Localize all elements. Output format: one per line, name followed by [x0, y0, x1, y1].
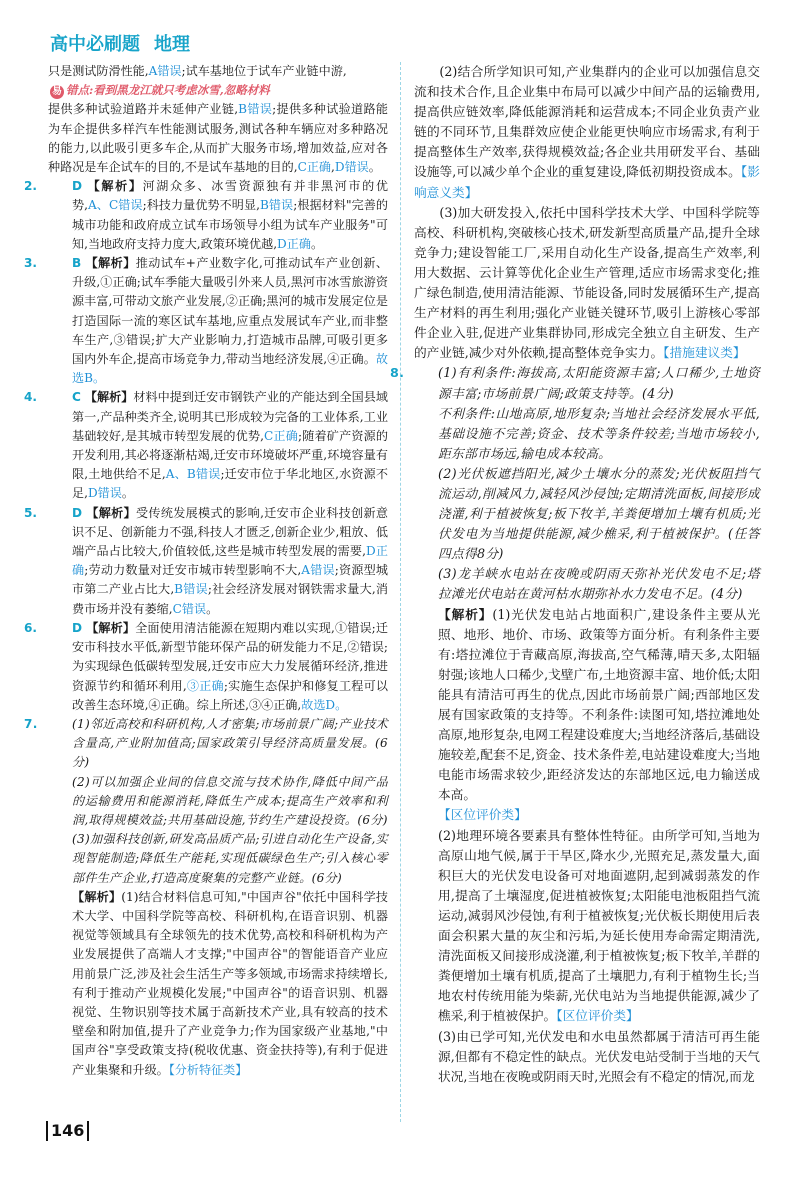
- answer-letter: D: [72, 620, 83, 635]
- page-number: 146: [46, 1121, 89, 1141]
- category-tag-line: [414, 805, 760, 825]
- answer-letter: D: [72, 505, 83, 520]
- question-7-answer-2: (2)可以加强企业间的信息交流与技术协作,降低中间产品的运输费用和能源消耗,降低生产成本;提高生产效率和利润,取得规模效益;共用基础设施,节约生产建设投资。(6分): [72, 774, 388, 827]
- answer-letter: C: [72, 390, 81, 405]
- question-8-explanation-1: 【解析】(1)光伏发电站占地面积广,建设条件主要从光照、地形、地价、市场、政策等方面分析。有利条件主要有:塔拉滩位于青藏高原,海拔高,空气稀薄,晴天多,太阳辐射强;该地人口稀少,戈壁广布,土地资源丰富、地价低;太阳能具有清洁可再生的优点,因此市场前景广阔;西部地区发展有国家政策的支持等。不利条件:读图可知,塔拉滩地处高原,地形复杂,电网工程建设难度大;当地经济落后,基础设施较差,配套不足,资金、技术条件差,电站建设难度大;当地电能市场需求较少,距经济发达的东部地区远,电力输送成本高。: [438, 606, 761, 803]
- answer-verdict: A错误: [148, 64, 182, 78]
- question-8-explanation-2: (2)地理环境各要素具有整体性特征。由所学可知,当地为高原山地气候,属于干旱区,降水少,光照充足,蒸发量大,面积巨大的光伏发电设备可对地面遮阴,起到减弱蒸发的作用,提高了土壤湿度,促进植被恢复;太阳能电池板阻挡气流运动,减弱风沙侵蚀,有利于植被恢复;光伏板长期使用后表面会积累大量的灰尘和污垢,为延长使用寿命需定期清洗,清洗面板又间接形成浇灌,利于植被恢复;板下牧羊,羊群的粪便增加土壤有机质,提高了土壤肥力,有利于植物生长;当地农村传统用能为柴薪,光伏电站为当地提供能源,减少了樵采,利于植被保护。【区位评价类】: [438, 827, 760, 1024]
- q7-explanation-part-3: (3)加大研发投入,依托中国科学技术大学、中国科学院等高校、科研机构,突破核心技术,研发新型高质量产品,提升全球竞争力;建设智能工厂,采用自动化生产设备,提高生产效率,利用大数据、云计算等优化企业生产管理,适应市场需求变化;推广绿色制造,使用清洁能源、节能设备,同时发展循环生产,提高生产材料的再生利用;强化产业链关键环节,吸引上游核心零部件企业入驻,促进产业集群协同,形成完全独立自主研发、生产的产业链,减少对外依赖,提高整体竞争实力。【措施建议类】: [414, 204, 760, 361]
- series-title: 高中必刷题: [50, 34, 140, 55]
- q1-continuation-body: 提供多种试验道路并未延伸产业链,B错误;提供多种试验道路能为车企提供多样汽车性能测试服务,测试各种车辆应对多种路况的能力,以此吸引更多车企,从而扩大服务市场,增加效益,应对各种路况是车企试车的目的,不是试车基地的目的,C正确,D错误。: [48, 102, 388, 175]
- question-8-answer-2: (2)光伏板遮挡阳光,减少土壤水分的蒸发;光伏板阻挡气流运动,削减风力,减轻风沙侵蚀;定期清洗面板,间接形成浇灌,利于植被恢复;板下牧羊,羊粪便增加土壤有机质;光伏发电为当地提供能源,减少樵采,利于植被保护。(任答四点得8分): [438, 465, 760, 562]
- q7-explanation-part-2: (2)结合所学知识可知,产业集群内的企业可以加强信息交流和技术合作,且企业集中布局可以减少中间产品的运输费用,提高供应链效率,降低能源消耗和运营成本;不同企业负责产业链的不同环节,且集群效应使企业能更快响应市场需求,有利于提高整体生产效率,获得规模效益;各企业共用研发平台、基础设施等,可以减少单个企业的重复建设,降低初期投资成本。【影响意义类】: [414, 64, 760, 200]
- question-8-answer-1: 8. (1)有利条件:海拔高,太阳能资源丰富;人口稀少,土地资源丰富;市场前景广阔;政策支持等。(4分): [390, 365, 760, 401]
- q1-continuation: 只是测试防滑性能,A错误;试车基地位于试车产业链中游,: [48, 64, 347, 78]
- category-tag: 【影响意义类】: [414, 164, 760, 200]
- left-column: [24, 62, 389, 1080]
- answer-letter: D: [72, 179, 83, 194]
- category-tag: 【区位评价类】: [438, 807, 527, 823]
- question-7-explanation: 【解析】(1)结合材料信息可知,"中国声谷"依托中国科学技术大学、中国科学院等高校、科研机构,在语音识别、机器视觉等领域具有全球领先的技术优势,高校和科研机构为产业发展提供了高端人才支撑;"中国声谷"的智能语音产业应用前景广泛,涉及社会生活生产等多领域,市场需求持续增长,有利于推动产业规模化发展;"中国声谷"的语音识别、机器视觉、生物识别等技术属于高新技术产业,具有较高的技术壁垒和附加值,提升了产业竞争力;作为国家级产业基地,"中国声谷"享受政策支持(税收优惠、资金扶持等),有利于促进产业集聚和升级。【分析特征类】: [72, 889, 388, 1077]
- question-8-answer-3: (3)龙羊峡水电站在夜晚或阴雨天弥补光伏发电不足;塔拉滩光伏电站在黄河枯水期弥补水力发电不足。(4分): [438, 566, 760, 602]
- page-header: [50, 30, 190, 58]
- warning-icon: 易: [52, 86, 62, 98]
- answer-letter: B: [72, 256, 82, 271]
- question-7-answer-3: (3)加强科技创新,研发高品质产品;引进自动化生产设备,实现智能制造;降低生产能耗,实现低碳绿色生产;引入核心零部件生产企业,打造高度聚集的完整产业链。(6分): [72, 832, 388, 885]
- question-6-explanation: 6. D 【解析】全面使用清洁能源在短期内难以实现,①错误;迁安市科技水平低,新型节能环保产品的研发能力不足,②错误;为实现绿色低碳转型发展,迁安市应大力发展循环经济,推进资源节约和循环利用,③正确;实施生态保护和修复工程可以改善生态环境,④正确。综上所述,③④正确,故选D。: [24, 620, 388, 712]
- column-divider: [400, 62, 401, 1122]
- error-prone-note: 易 错点:看到黑龙江就只考虑冰雪,忽略材料: [52, 83, 270, 98]
- category-tag: 【分析特征类】: [168, 1062, 248, 1077]
- right-column: [390, 62, 761, 1087]
- question-2-explanation: 2. D 【解析】河湖众多、冰雪资源独有并非黑河市的优势,A、C错误;科技力量优势不明显,B错误;根据材料"完善的城市功能和政府成立试车市场领导小组为试车产业服务"可知,当地政府支持力度大,政策环境优越,D正确。: [24, 179, 388, 251]
- subject-title: 地理: [154, 34, 190, 55]
- category-tag: 【措施建议类】: [663, 345, 746, 361]
- question-8-answer-1b: 不利条件:山地高原,地形复杂;当地社会经济发展水平低,基础设施不完善;资金、技术等条件较差;当地市场较小,距东部市场远,输电成本较高。: [438, 405, 760, 461]
- question-7-answer-1: 7. (1)邻近高校和科研机构,人才密集;市场前景广阔;产业技术含量高,产业附加值高;国家政策引导经济高质量发展。(6分): [24, 716, 388, 770]
- question-8-explanation-3: (3)由已学可知,光伏发电和水电虽然都属于清洁可再生能源,但都有不稳定性的缺点。光伏发电站受制于当地的天气状况,当地在夜晚或阴雨天时,光照会有不稳定的情况,而龙: [438, 1028, 760, 1084]
- category-tag: 【区位评价类】: [556, 1008, 639, 1024]
- question-5-explanation: 5. D 【解析】受传统发展模式的影响,迁安市企业科技创新意识不足、创新能力不强,科技人才匮乏,创新企业少,粗放、低端产品占比较大,价值较低,这些是城市转型发展的需要,D正确;劳动力数量对迁安市城市转型影响不大,A错误;资源型城市第二产业占比大,B错误;社会经济发展对钢铁需求量大,消费市场并没有萎缩,C错误。: [24, 505, 389, 616]
- question-3-explanation: 3. B 【解析】推动试车+产业数字化,可推动试车产业创新、升级,①正确;试车季能大量吸引外来人员,黑河市冰雪旅游资源丰富,可带动文旅产业发展,②正确;黑河的城市发展定位是打造国际一流的寒区试车基地,应重点发展试车产业,而非整车生产,③错误;扩大产业影响力,打造城市品牌,可吸引更多国内外车企,提高市场竞争力,带动当地经济发展,④正确。故选B。: [24, 256, 388, 386]
- question-4-explanation: 4. C 【解析】材料中提到迁安市钢铁产业的产能达到全国县域第一,产品种类齐全,说明其已形成较为完备的工业体系,工业基础较好,是其城市转型发展的优势,C正确;随着矿产资源的开发利用,其必将逐渐枯竭,迁安市环境破坏严重,环境容量有限,土地供给不足,A、B错误;迁安市位于华北地区,水资源不足,D错误。: [24, 390, 389, 501]
